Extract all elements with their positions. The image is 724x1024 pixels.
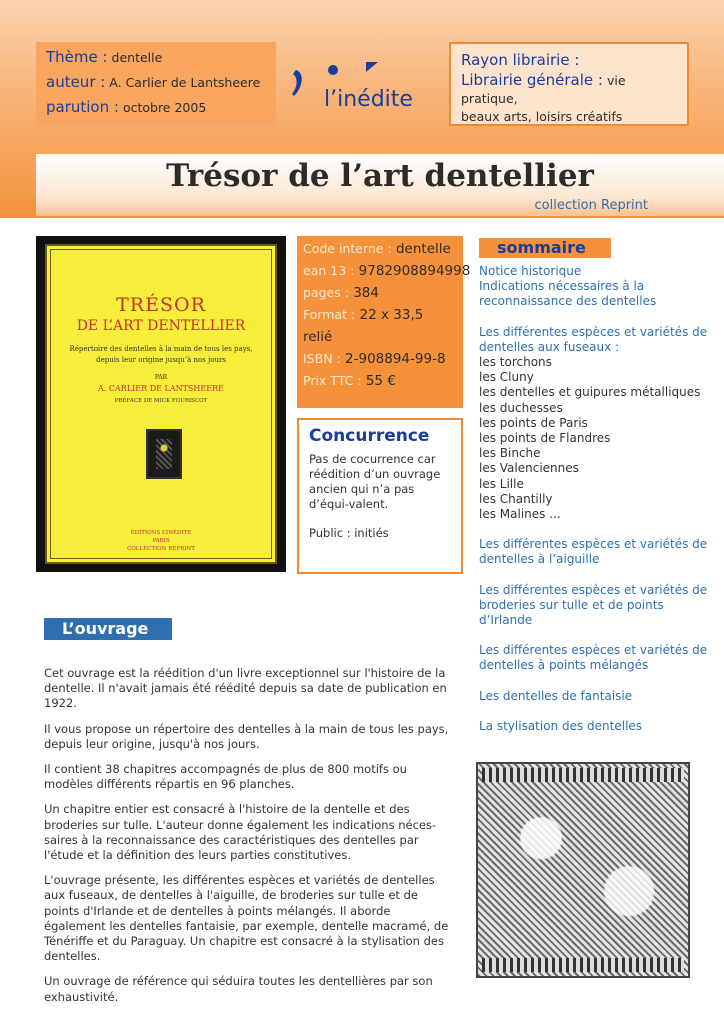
parution-line xyxy=(46,95,266,120)
fuseaux-item: les points de Paris xyxy=(479,415,588,430)
cover-edition-3: COLLECTION REPRINT xyxy=(127,546,195,552)
rayon-box xyxy=(449,42,689,126)
cover-title-1: TRÉSOR xyxy=(116,294,206,316)
format-value: 22 x 33,5 xyxy=(359,307,424,323)
fuseaux-item: les torchons xyxy=(479,355,552,370)
fuseaux-item: les Valenciennes xyxy=(479,461,579,476)
fuseaux-item: les Chantilly xyxy=(479,491,553,506)
cover-preface: PRÉFACE DE MICK FOURISCOT xyxy=(114,398,208,404)
cover-emblem xyxy=(146,429,182,479)
fuseaux-item: les dentelles et guipures métalliques xyxy=(479,385,701,400)
format-value-2: relié xyxy=(303,329,333,345)
sommaire-heading: sommaire xyxy=(479,238,611,258)
cover-par: PAR xyxy=(154,374,168,381)
format-label: Format : xyxy=(303,307,356,322)
isbn-label: ISBN : xyxy=(303,351,341,366)
book-info-box xyxy=(36,42,276,126)
logo-text: l’inédite xyxy=(324,87,413,112)
book-cover xyxy=(36,236,286,572)
book-title: Trésor de l’art dentellier xyxy=(166,158,594,194)
rayon-label: Librairie générale : xyxy=(461,71,603,89)
ean-line xyxy=(303,260,471,282)
ouvrage-text xyxy=(44,666,449,1015)
auteur-line xyxy=(46,70,266,95)
ouvrage-heading: L’ouvrage xyxy=(44,618,172,640)
rayon-line xyxy=(461,70,677,108)
ouvrage-paragraph: Un ouvrage de référence qui séduira toutes les dentellières par son exhaustivité. xyxy=(44,974,433,1004)
theme-label: Thème : xyxy=(46,48,108,66)
ouvrage-paragraph: Cet ouvrage est la réédition d'un livre exceptionnel sur l'histoire de la dentelle. Il n'avait jamais été réédité depuis sa date de publication en 1922. xyxy=(44,666,447,711)
fuseaux-item: les Malines ... xyxy=(479,507,561,522)
cover-subtitle: Répertoire des dentelles à la main de tous les pays, depuis leur origine jusqu’à nos jours xyxy=(69,345,253,364)
publisher-logo xyxy=(288,60,438,116)
fuseaux-item: les Binche xyxy=(479,446,541,461)
format-line xyxy=(303,304,457,326)
sommaire-stylisation: La stylisation des dentelles xyxy=(479,718,643,733)
ouvrage-paragraph: Un chapitre entier est consacré à l'histoire de la dentelle et des broderies sur tulle. L'auteur donne également les indications néces-saires à la reconnaissance des caractéristiques des dentelles par l'étude et la définition des leurs parties constitutives. xyxy=(44,802,437,863)
cover-edition-2: PARIS xyxy=(152,538,170,544)
code-value: dentelle xyxy=(395,241,451,257)
ean-value: 9782908894998 xyxy=(358,263,471,279)
sommaire-fuseaux-title: Les différentes espèces et variétés de dentelles aux fuseaux : xyxy=(479,324,708,354)
parution-label: parution : xyxy=(46,98,119,116)
isbn-line xyxy=(303,348,457,370)
ouvrage-paragraph: L'ouvrage présente, les différentes espèces et variétés de dentelles aux fuseaux, de dentelles à l'aiguille, de broderies sur tulle et de points d'Irlande et de dentelles à points mélangés. Il aborde également les dentelles fantaisie, par exemple, dentelle macramé, de Ténériffe et du Paraguay. Un chapitre est consacré à la stylisation des dentelles. xyxy=(44,873,449,964)
rayon-value-1: vie pratique, xyxy=(461,73,626,106)
ouvrage-paragraph: Il contient 38 chapitres accompagnés de plus de 800 motifs ou modèles différents répartis en 96 planches. xyxy=(44,762,407,792)
theme-line xyxy=(46,45,266,70)
fuseaux-item: les points de Flandres xyxy=(479,431,611,446)
pages-line xyxy=(303,282,457,304)
sommaire-aiguille: Les différentes espèces et variétés de dentelles à l’aiguille xyxy=(479,537,708,567)
rayon-value-2: beaux arts, loisirs créatifs xyxy=(461,109,623,124)
prix-line xyxy=(303,370,457,392)
fuseaux-item: les duchesses xyxy=(479,400,563,415)
concurrence-title: Concurrence xyxy=(309,426,430,446)
auteur-value: A. Carlier de Lantsheere xyxy=(109,75,261,90)
rayon-title: Rayon librairie : xyxy=(461,51,580,69)
parution-value: octobre 2005 xyxy=(122,100,207,115)
code-label: Code interne : xyxy=(303,241,392,256)
auteur-label: auteur : xyxy=(46,73,106,91)
fuseaux-item: les Lille xyxy=(479,476,524,491)
sommaire-melanges: Les différentes espèces et variétés de dentelles à points mélangés xyxy=(479,643,708,673)
specs-box xyxy=(297,236,471,408)
sommaire-indications: Indications nécessaires à la reconnaissance des dentelles xyxy=(479,279,657,309)
pages-label: pages : xyxy=(303,285,349,300)
theme-value: dentelle xyxy=(111,50,163,65)
isbn-value: 2-908894-99-8 xyxy=(345,351,446,367)
concurrence-text: Pas de cocurrence car réédition d’un ouvrage ancien qui n’a pas d’équi-valent. xyxy=(309,452,441,511)
concurrence-box xyxy=(297,418,463,574)
sommaire-list xyxy=(479,264,711,734)
ouvrage-paragraph: Il vous propose un répertoire des dentelles à la main de tous les pays, depuis leur origine, jusqu'à nos jours. xyxy=(44,721,449,751)
pages-value: 384 xyxy=(353,285,379,301)
title-band xyxy=(36,154,724,216)
sommaire-broderies: Les différentes espèces et variétés de broderies sur tulle et de points d’Irlande xyxy=(479,582,708,628)
lace-illustration xyxy=(476,762,690,978)
concurrence-public: Public : initiés xyxy=(309,526,389,540)
cover-edition xyxy=(47,529,275,553)
cover-author: A. CARLIER DE LANTSHEERE xyxy=(98,384,224,393)
cover-edition-1: ÉDITIONS L’INÉDITE xyxy=(130,530,192,536)
sommaire-notice: Notice historique xyxy=(479,264,582,278)
ean-label: ean 13 : xyxy=(303,263,355,278)
collection-label: collection Reprint xyxy=(534,198,648,213)
prix-value: 55 € xyxy=(365,373,396,389)
prix-label: Prix TTC : xyxy=(303,373,362,388)
fuseaux-item: les Cluny xyxy=(479,370,534,385)
cover-title-2: DE L’ART DENTELLIER xyxy=(76,318,246,334)
book-cover-page xyxy=(45,244,277,564)
code-line xyxy=(303,238,457,260)
format-line-2 xyxy=(303,326,457,348)
sommaire-fantaisie: Les dentelles de fantaisie xyxy=(479,688,633,703)
